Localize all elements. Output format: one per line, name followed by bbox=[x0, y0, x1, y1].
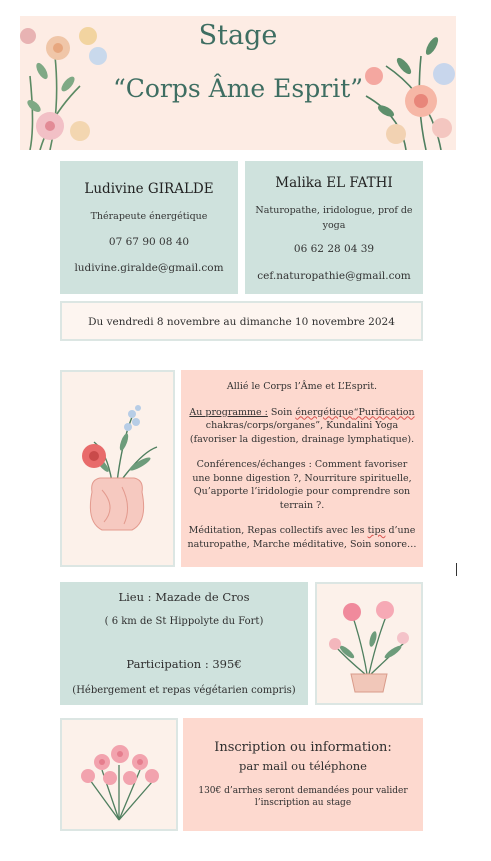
host-phone: 07 67 90 08 40 bbox=[108, 236, 190, 248]
program-meditation bbox=[181, 524, 423, 551]
program-word: Soin bbox=[270, 406, 293, 418]
signup-box bbox=[183, 718, 423, 831]
signup-deposit-line2: l’inscription au stage bbox=[254, 798, 352, 808]
location-place: Lieu : Mazade de Cros bbox=[118, 590, 250, 604]
signup-deposit-line1: 130€ d’arrhes seront demandées pour valider bbox=[198, 786, 408, 796]
host-role: Thérapeute énergétique bbox=[90, 211, 208, 222]
program-line: (favoriser la digestion, drainage lymphatique). bbox=[189, 433, 415, 445]
host-card-malika bbox=[245, 161, 423, 294]
program-line: une bonne digestion ?, Nourriture spirituelle, bbox=[192, 472, 412, 484]
host-name: Malika EL FATHI bbox=[275, 175, 393, 191]
carnation-bouquet-illustration bbox=[62, 720, 176, 829]
program-list bbox=[181, 406, 423, 447]
header-banner bbox=[20, 16, 456, 150]
title-corps-ame-esprit: “Corps Âme Esprit” bbox=[112, 74, 364, 103]
price-included: (Hébergement et repas végétarien compris) bbox=[72, 685, 296, 696]
host-card-ludivine bbox=[60, 161, 238, 294]
program-word: “Purification bbox=[353, 406, 415, 418]
location-distance: ( 6 km de St Hippolyte du Fort) bbox=[104, 616, 264, 627]
dates-text: Du vendredi 8 novembre au dimanche 10 novembre 2024 bbox=[88, 316, 395, 328]
price: Participation : 395€ bbox=[126, 657, 242, 671]
program-line: Méditation, Repas collectifs avec les bbox=[188, 525, 365, 536]
host-role: Naturopathe, iridologue, prof de yoga bbox=[255, 205, 413, 231]
program-line: terrain ?. bbox=[279, 499, 325, 511]
title-stage: Stage bbox=[198, 20, 278, 51]
location-box bbox=[60, 582, 308, 705]
program-line: Qu’apporte l’iridologie pour comprendre son bbox=[193, 486, 411, 497]
signup-subtitle: par mail ou téléphone bbox=[239, 759, 367, 773]
host-name: Ludivine GIRALDE bbox=[84, 181, 214, 197]
program-word: d’une bbox=[388, 525, 416, 536]
lily-illustration-frame bbox=[315, 582, 423, 705]
host-phone: 06 62 28 04 39 bbox=[293, 243, 375, 255]
program-conferences bbox=[181, 458, 423, 512]
program-intro: Allié le Corps l’Âme et L’Esprit. bbox=[226, 381, 378, 392]
host-email: cef.naturopathie@gmail.com bbox=[257, 270, 411, 282]
program-line: chakras/corps/organes”, Kundalini Yoga bbox=[205, 420, 399, 431]
signup-title: Inscription ou information: bbox=[214, 740, 392, 755]
program-word: tips bbox=[367, 525, 386, 536]
program-word: énergétique bbox=[295, 406, 354, 418]
vase-illustration-frame bbox=[60, 370, 175, 567]
program-line: naturopathe, Marche méditative, Soin sonore… bbox=[187, 538, 417, 550]
program-label: Au programme : bbox=[189, 406, 268, 418]
dates-box bbox=[60, 301, 423, 341]
flower-vase-illustration bbox=[62, 372, 173, 565]
carnation-illustration-frame bbox=[60, 718, 178, 831]
program-line: Conférences/échanges : Comment favoriser bbox=[196, 459, 408, 470]
lily-pot-illustration bbox=[317, 584, 421, 703]
host-email: ludivine.giralde@gmail.com bbox=[74, 262, 224, 274]
text-cursor bbox=[456, 563, 457, 576]
program-box bbox=[181, 370, 423, 567]
